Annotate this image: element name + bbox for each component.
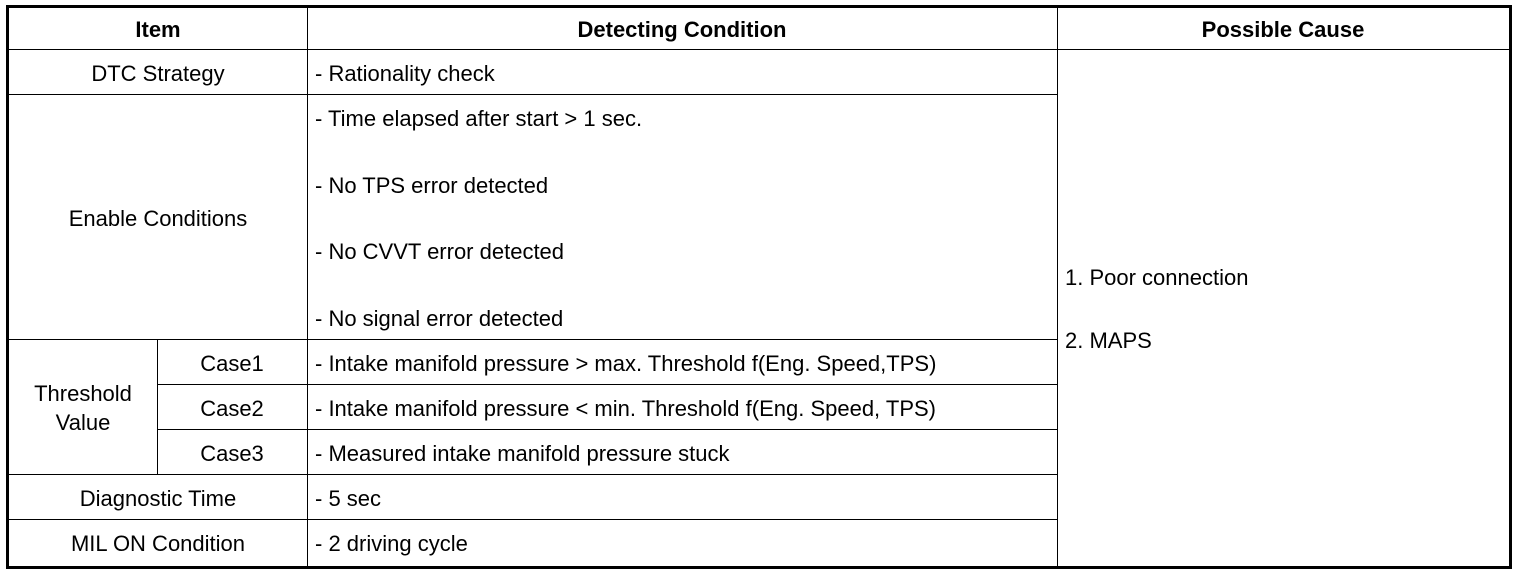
- case-condition-3: - Measured intake manifold pressure stuck: [315, 441, 730, 466]
- divider-header: [9, 49, 1509, 50]
- label-diagnostic-time: Diagnostic Time: [79, 486, 237, 511]
- possible-cause-2: 2. MAPS: [1065, 328, 1152, 353]
- condition-dtc-strategy: - Rationality check: [315, 61, 495, 86]
- header-detecting-condition: Detecting Condition: [577, 17, 787, 42]
- case-label-3: Case3: [200, 441, 264, 466]
- header-item: Item: [135, 17, 181, 42]
- case-condition-2: - Intake manifold pressure < min. Threshold f(Eng. Speed, TPS): [315, 396, 936, 421]
- label-enable-conditions: Enable Conditions: [68, 206, 248, 231]
- header-possible-cause: Possible Cause: [1201, 17, 1365, 42]
- label-mil-on-condition: MIL ON Condition: [70, 531, 246, 556]
- enable-condition-1: - Time elapsed after start > 1 sec.: [315, 106, 643, 131]
- label-threshold-line2: Value: [55, 410, 111, 435]
- label-dtc-strategy: DTC Strategy: [91, 61, 225, 86]
- enable-condition-2: - No TPS error detected: [315, 173, 549, 198]
- label-threshold-line1: Threshold: [34, 381, 132, 406]
- possible-cause-1: 1. Poor connection: [1065, 265, 1249, 290]
- divider-col-item: [307, 8, 308, 566]
- divider-dtc: [9, 94, 1057, 95]
- divider-enable: [9, 339, 1057, 340]
- enable-condition-3: - No CVVT error detected: [315, 239, 565, 264]
- case-label-1: Case1: [200, 351, 264, 376]
- case-label-2: Case2: [200, 396, 264, 421]
- case-condition-1: - Intake manifold pressure > max. Threshold f(Eng. Speed,TPS): [315, 351, 937, 376]
- divider-case1: [157, 384, 1057, 385]
- condition-mil-on: - 2 driving cycle: [315, 531, 468, 556]
- condition-diagnostic-time: - 5 sec: [315, 486, 382, 511]
- divider-threshold: [9, 474, 1057, 475]
- divider-col-condition: [1057, 8, 1058, 566]
- divider-case2: [157, 429, 1057, 430]
- enable-condition-4: - No signal error detected: [315, 306, 564, 331]
- dtc-table: [6, 5, 1512, 569]
- divider-diagnostic: [9, 519, 1057, 520]
